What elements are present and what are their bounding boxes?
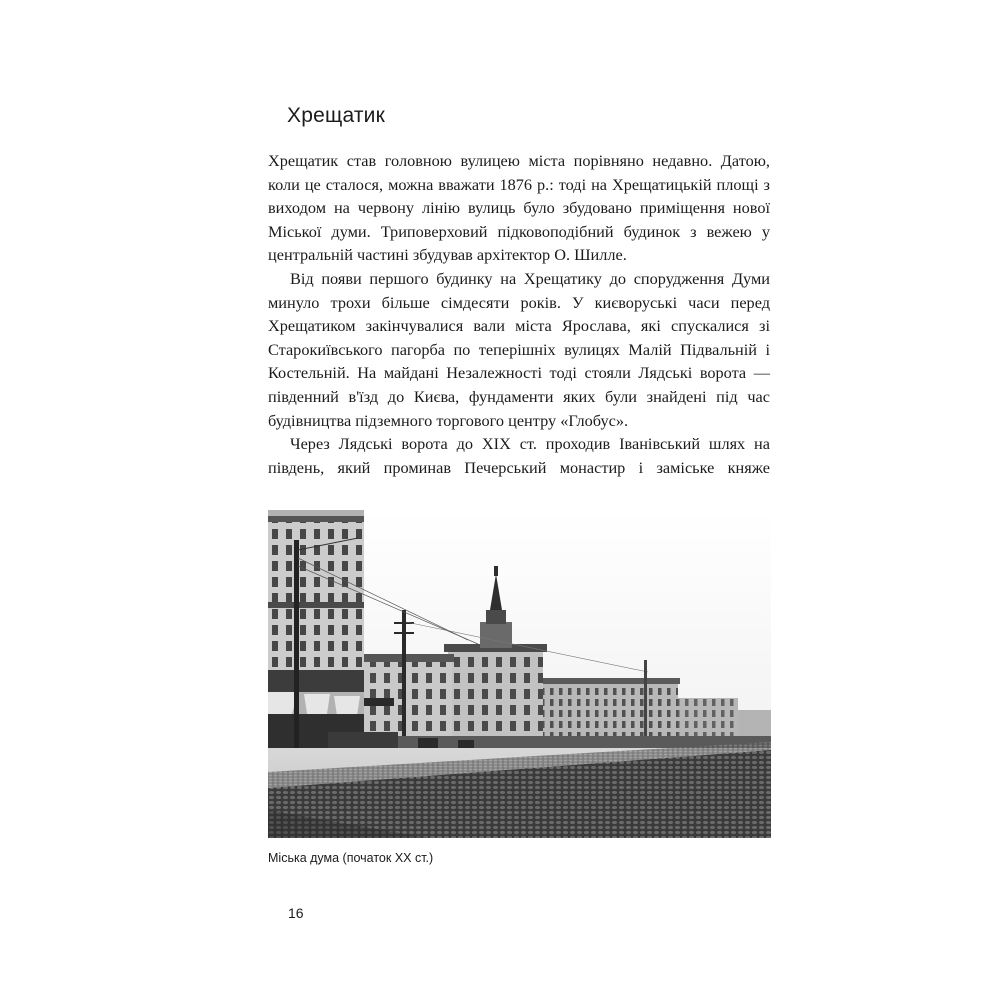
paragraph-2: Від появи першого будинку на Хрещатику до спорудження Думи минуло трохи більше сімдесяти років. У києворуські часи перед Хрещатиком закінчувалися вали міста Ярослава, які спускалися зі Старокиївського пагорба по теперішніх вулицях Малій Підвальній і Костельній. На майдані Незалежності тоді стояли Лядські ворота — південний в'їзд до Києва, фундаменти яких були знайдені під час будівництва підземного торгового центру «Глобус». (268, 268, 770, 430)
photo-caption: Міська дума (початок XX ст.) (268, 851, 434, 865)
paragraph-3: Через Лядські ворота до XIX ст. проходив Іванівський шлях на південь, який проминав Печерський монастир і заміське княже (268, 434, 770, 477)
paragraph-1: Хрещатик став головною вулицею міста порівняно недавно. Датою, коли це сталося, можна вважати 1876 р.: тоді на Хрещатицькій площі з виходом на червону лінію вулиць було збудовано приміщення нової Міської думи. Триповерховий підковоподібний будинок з вежею у центральній частині збудував архітектор О. Шилле. (268, 151, 770, 265)
page-number: 16 (288, 905, 304, 921)
section-heading: Хрещатик (287, 104, 385, 127)
historic-photo (268, 510, 771, 838)
body-text (268, 149, 770, 479)
